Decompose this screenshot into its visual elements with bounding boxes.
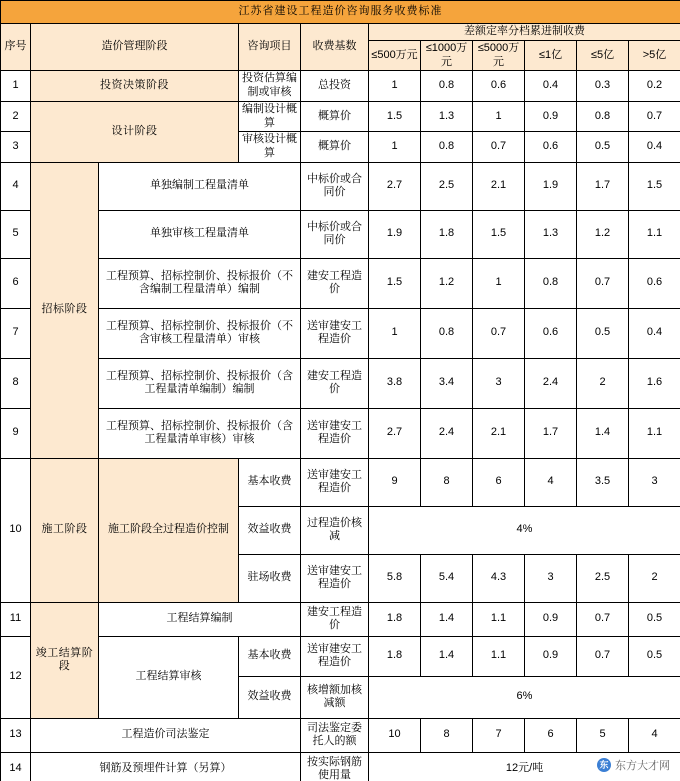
row-value: 5 [577, 718, 629, 752]
table-row [1, 602, 680, 636]
row-value: 2.1 [473, 162, 525, 210]
row-value: 0.8 [421, 132, 473, 163]
row-basis: 总投资 [301, 71, 369, 102]
table-row [1, 258, 680, 308]
row-value: 1.6 [629, 358, 680, 408]
header-tier-2: ≤1000万元 [421, 40, 473, 71]
header-tier-4: ≤1亿 [525, 40, 577, 71]
row-item: 审核设计概算 [239, 132, 301, 163]
row-value: 0.7 [577, 602, 629, 636]
row-value: 4.3 [473, 554, 525, 602]
row-item: 工程预算、招标控制价、投标报价（含工程量清单编制）编制 [99, 358, 301, 408]
row-basis: 送审建安工程造价 [301, 636, 369, 676]
row-item: 工程预算、招标控制价、投标报价（含工程量清单审核）审核 [99, 408, 301, 458]
row-value: 2.5 [577, 554, 629, 602]
row-value: 0.7 [577, 258, 629, 308]
row-value: 1 [369, 132, 421, 163]
row-value: 1.1 [473, 636, 525, 676]
row-value: 3 [525, 554, 577, 602]
row-value: 2.4 [421, 408, 473, 458]
row-basis: 司法鉴定委托人的额 [301, 718, 369, 752]
row-item: 钢筋及预埋件计算（另算） [31, 752, 301, 781]
row-value: 0.8 [421, 71, 473, 102]
row-value: 2 [577, 358, 629, 408]
table-row [1, 408, 680, 458]
row-index: 9 [1, 408, 31, 458]
row-index: 2 [1, 101, 31, 132]
row-basis: 中标价或合同价 [301, 162, 369, 210]
table-row [1, 358, 680, 408]
row-item: 工程预算、招标控制价、投标报价（不含审核工程量清单）审核 [99, 308, 301, 358]
row-value: 8 [421, 718, 473, 752]
row-value: 8 [421, 458, 473, 506]
watermark-text: 东方大才网 [615, 760, 670, 772]
row-basis: 按实际钢筋使用量 [301, 752, 369, 781]
row-item: 工程预算、招标控制价、投标报价（不含编制工程量清单）编制 [99, 258, 301, 308]
row-index: 4 [1, 162, 31, 210]
row-item: 工程造价司法鉴定 [31, 718, 301, 752]
row-value: 1.5 [629, 162, 680, 210]
table-row [1, 458, 680, 506]
row-value: 2 [629, 554, 680, 602]
row-basis: 建安工程造价 [301, 258, 369, 308]
row-merged-value: 4% [369, 506, 680, 554]
row-value: 1.1 [629, 408, 680, 458]
row-index: 1 [1, 71, 31, 102]
row-index: 3 [1, 132, 31, 163]
row-value: 1.3 [525, 210, 577, 258]
row-value: 1.4 [421, 636, 473, 676]
row-index: 8 [1, 358, 31, 408]
header-basis: 收费基数 [301, 24, 369, 71]
row-value: 1.2 [421, 258, 473, 308]
table-row [1, 210, 680, 258]
row-value: 0.4 [525, 71, 577, 102]
row-value: 1.2 [577, 210, 629, 258]
row-value: 1 [473, 101, 525, 132]
row-basis: 概算价 [301, 101, 369, 132]
table-row [1, 752, 680, 781]
row-value: 1.8 [369, 602, 421, 636]
row-index: 7 [1, 308, 31, 358]
row-value: 6 [473, 458, 525, 506]
row-value: 3.5 [577, 458, 629, 506]
header-tier-5: ≤5亿 [577, 40, 629, 71]
row-basis: 送审建安工程造价 [301, 408, 369, 458]
row-value: 0.7 [629, 101, 680, 132]
row-value: 0.8 [577, 101, 629, 132]
row-value: 1.3 [421, 101, 473, 132]
row-value: 0.4 [629, 308, 680, 358]
row-value: 1.7 [525, 408, 577, 458]
header-rate-group: 差额定率分档累进制收费 [369, 24, 680, 41]
row-index: 14 [1, 752, 31, 781]
row-item: 工程结算编制 [99, 602, 301, 636]
table-row [1, 162, 680, 210]
row-value: 1 [473, 258, 525, 308]
row-value: 1.1 [473, 602, 525, 636]
row-value: 2.7 [369, 408, 421, 458]
row-item: 单独编制工程量清单 [99, 162, 301, 210]
row-value: 1.8 [421, 210, 473, 258]
table-title-row [1, 1, 680, 24]
row-value: 3.4 [421, 358, 473, 408]
row-value: 0.9 [525, 636, 577, 676]
row-basis: 核增额加核减额 [301, 676, 369, 718]
stage-bidding: 招标阶段 [31, 162, 99, 458]
table-row [1, 718, 680, 752]
row-value: 5.8 [369, 554, 421, 602]
table-row [1, 308, 680, 358]
row-value: 0.6 [525, 308, 577, 358]
row-basis: 送审建安工程造价 [301, 458, 369, 506]
row-value: 0.6 [525, 132, 577, 163]
row-value: 1.4 [421, 602, 473, 636]
header-tier-6: >5亿 [629, 40, 680, 71]
row-value: 0.4 [629, 132, 680, 163]
row-value: 5.4 [421, 554, 473, 602]
row-value: 1.5 [473, 210, 525, 258]
table-row [1, 101, 680, 132]
stage-construction-full-process: 施工阶段全过程造价控制 [99, 458, 239, 602]
row-value: 0.8 [525, 258, 577, 308]
stage-completion-settlement: 竣工结算阶段 [31, 602, 99, 718]
row-value: 2.7 [369, 162, 421, 210]
stage-investment-decision: 投资决策阶段 [31, 71, 239, 102]
row-basis: 过程造价核减 [301, 506, 369, 554]
header-item: 咨询项目 [239, 24, 301, 71]
row-value: 1.9 [525, 162, 577, 210]
row-value: 0.7 [577, 636, 629, 676]
row-value: 7 [473, 718, 525, 752]
row-value: 1.7 [577, 162, 629, 210]
sub-item-label: 基本收费 [239, 458, 301, 506]
row-merged-value: 12元/吨 [369, 752, 680, 781]
row-index: 5 [1, 210, 31, 258]
row-value: 1 [369, 308, 421, 358]
row-value: 0.3 [577, 71, 629, 102]
row-value: 0.5 [577, 308, 629, 358]
row-value: 0.7 [473, 132, 525, 163]
row-value: 4 [629, 718, 680, 752]
sub-item-label: 效益收费 [239, 676, 301, 718]
row-basis: 建安工程造价 [301, 602, 369, 636]
stage-design: 设计阶段 [31, 101, 239, 162]
row-index: 13 [1, 718, 31, 752]
row-value: 1.5 [369, 101, 421, 132]
row-value: 9 [369, 458, 421, 506]
page-title: 江苏省建设工程造价咨询服务收费标准 [1, 1, 680, 24]
row-value: 1.8 [369, 636, 421, 676]
row-value: 0.7 [473, 308, 525, 358]
row-value: 0.9 [525, 101, 577, 132]
site-logo-icon: 东 [597, 758, 611, 772]
row-index: 10 [1, 458, 31, 602]
row-item: 编制设计概算 [239, 101, 301, 132]
header-index: 序号 [1, 24, 31, 71]
sub-item-label: 驻场收费 [239, 554, 301, 602]
row-item: 投资估算编制或审核 [239, 71, 301, 102]
row-basis: 中标价或合同价 [301, 210, 369, 258]
watermark [593, 755, 674, 775]
row-index: 11 [1, 602, 31, 636]
table-row [1, 636, 680, 676]
row-value: 2.4 [525, 358, 577, 408]
row-value: 3 [473, 358, 525, 408]
row-item: 工程结算审核 [99, 636, 239, 718]
row-basis: 送审建安工程造价 [301, 554, 369, 602]
header-row-1 [1, 24, 680, 41]
row-basis: 建安工程造价 [301, 358, 369, 408]
row-basis: 概算价 [301, 132, 369, 163]
row-value: 0.6 [629, 258, 680, 308]
sub-item-label: 效益收费 [239, 506, 301, 554]
row-value: 2.1 [473, 408, 525, 458]
row-value: 1.1 [629, 210, 680, 258]
row-value: 1 [369, 71, 421, 102]
row-index: 6 [1, 258, 31, 308]
sub-item-label: 基本收费 [239, 636, 301, 676]
header-tier-1: ≤500万元 [369, 40, 421, 71]
row-value: 3 [629, 458, 680, 506]
header-stage: 造价管理阶段 [31, 24, 239, 71]
row-basis: 送审建安工程造价 [301, 308, 369, 358]
header-tier-3: ≤5000万元 [473, 40, 525, 71]
table-row [1, 71, 680, 102]
row-value: 3.8 [369, 358, 421, 408]
row-value: 0.5 [629, 636, 680, 676]
row-index: 12 [1, 636, 31, 718]
row-value: 10 [369, 718, 421, 752]
row-merged-value: 6% [369, 676, 680, 718]
stage-construction: 施工阶段 [31, 458, 99, 602]
row-value: 2.5 [421, 162, 473, 210]
row-value: 1.9 [369, 210, 421, 258]
row-value: 0.6 [473, 71, 525, 102]
row-value: 0.2 [629, 71, 680, 102]
row-value: 0.9 [525, 602, 577, 636]
row-value: 0.5 [577, 132, 629, 163]
row-value: 1.5 [369, 258, 421, 308]
row-value: 0.8 [421, 308, 473, 358]
row-item: 单独审核工程量清单 [99, 210, 301, 258]
row-value: 1.4 [577, 408, 629, 458]
row-value: 6 [525, 718, 577, 752]
row-value: 4 [525, 458, 577, 506]
row-value: 0.5 [629, 602, 680, 636]
